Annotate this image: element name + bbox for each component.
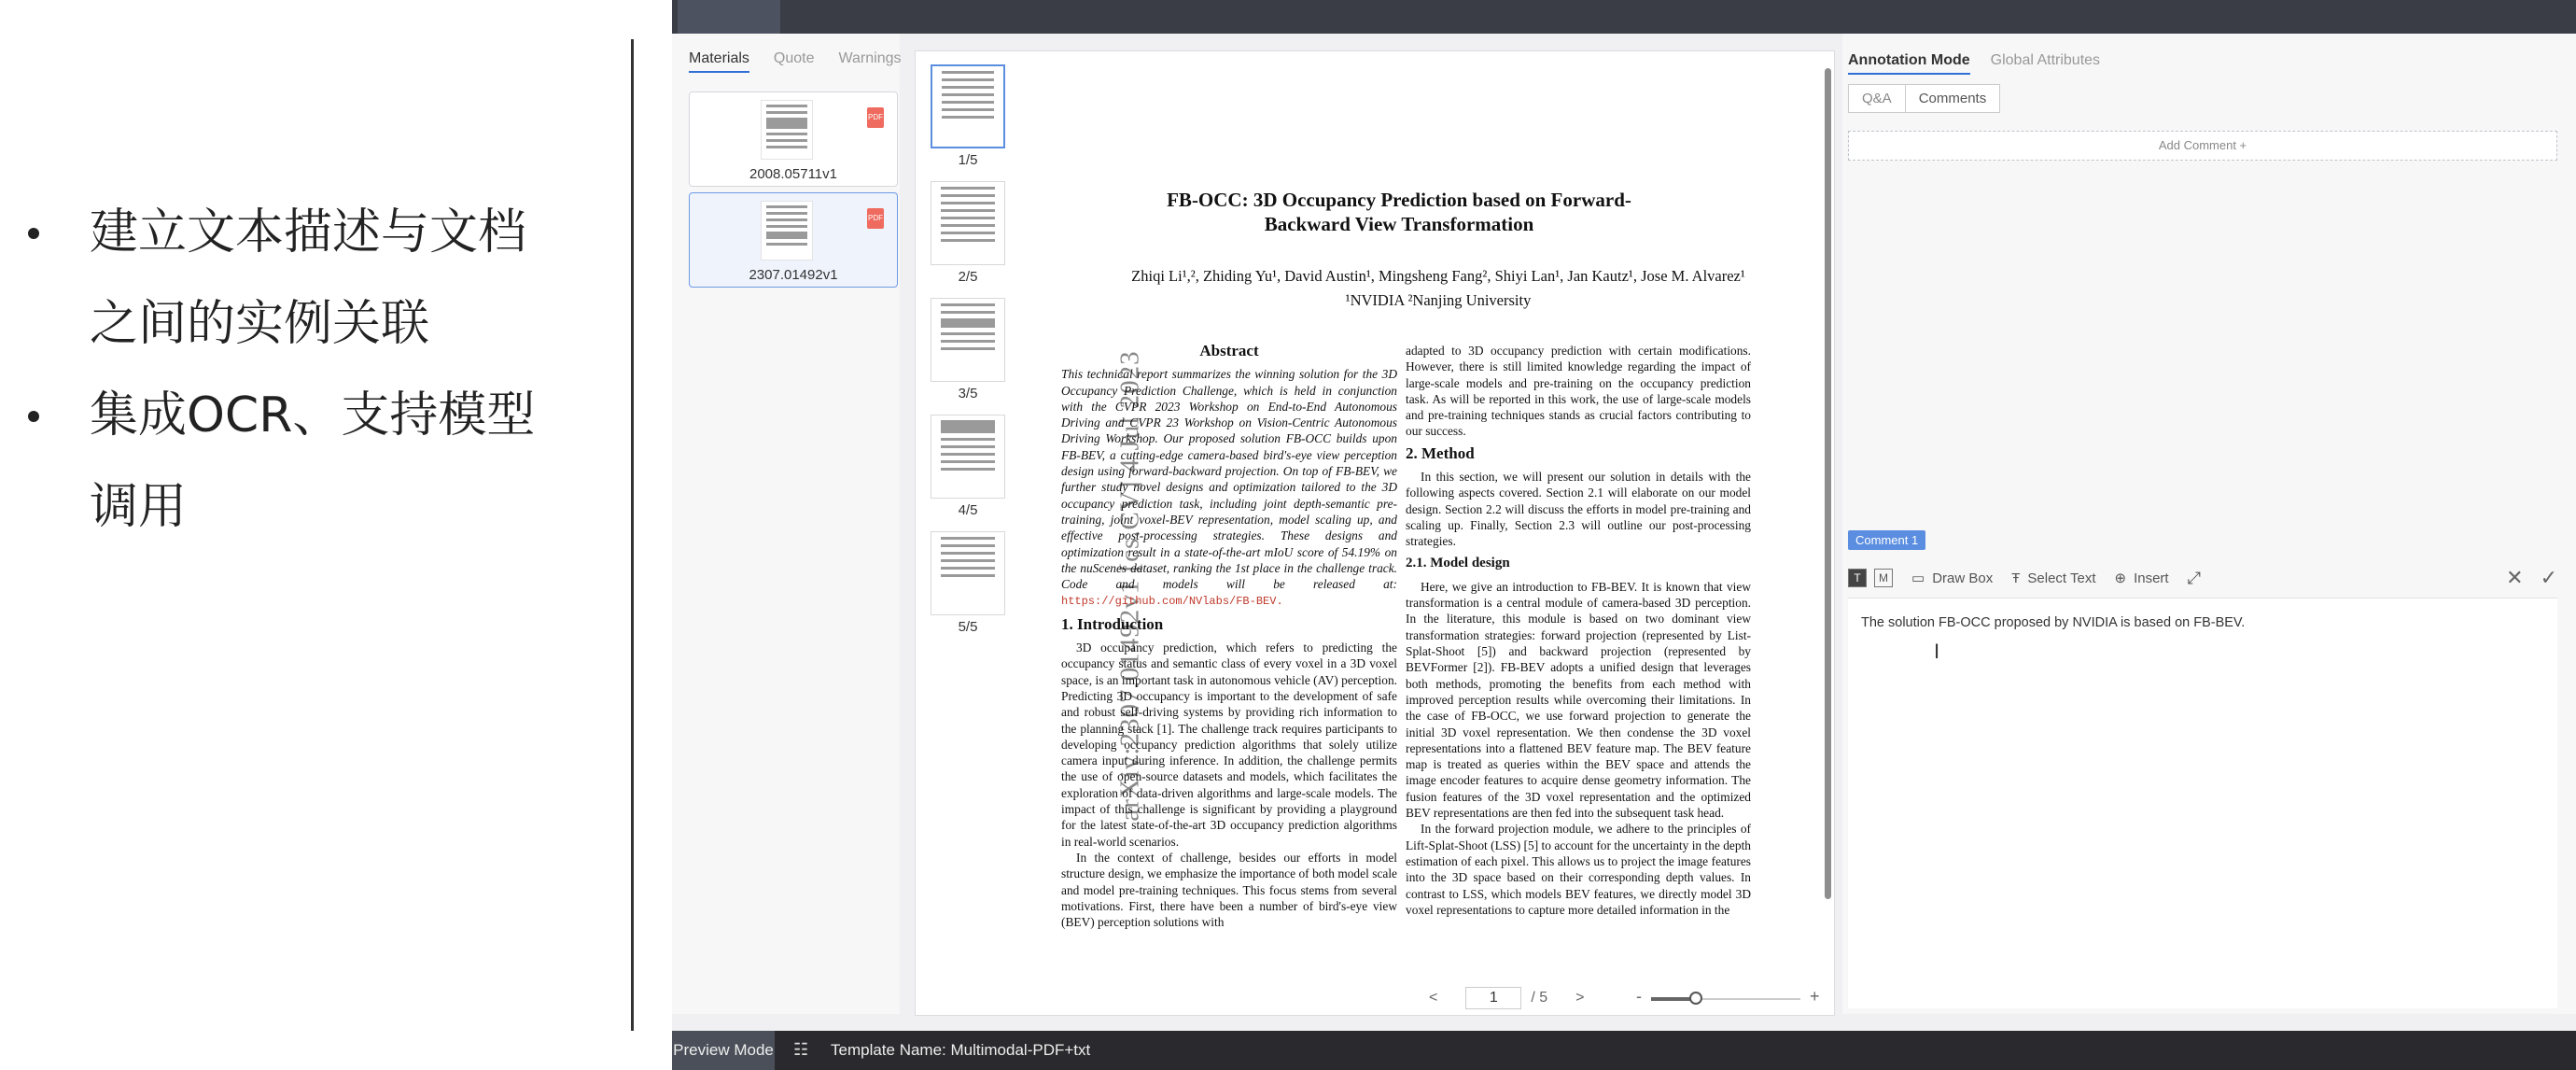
tab-warnings[interactable]: Warnings xyxy=(838,50,902,66)
material-item-selected[interactable] xyxy=(689,192,898,288)
pdf-viewer xyxy=(915,50,1835,1016)
materials-tabs xyxy=(689,50,901,73)
page-thumbnail[interactable] xyxy=(931,415,1005,499)
plus-circle-icon: ⊕ xyxy=(2114,570,2127,586)
bullet-line: 建立文本描述与文档 xyxy=(90,204,527,260)
section-heading: 2. Method xyxy=(1406,443,1475,462)
paper-authors xyxy=(1112,264,1765,313)
draw-box-label: Draw Box xyxy=(1932,570,1994,586)
status-bar xyxy=(672,1031,2576,1070)
presentation-slide xyxy=(0,0,644,1070)
add-comment-button[interactable]: Add Comment + xyxy=(1848,131,2557,161)
template-name: Template Name: Multimodal-PDF+txt xyxy=(831,1041,1091,1059)
material-thumbnail xyxy=(761,201,813,260)
tab-global-attributes[interactable]: Global Attributes xyxy=(1990,52,2101,68)
bullet-item xyxy=(13,187,610,370)
tab-materials[interactable]: Materials xyxy=(689,50,749,73)
page-thumbnail[interactable] xyxy=(931,181,1005,265)
zoom-out-button[interactable]: - xyxy=(1636,987,1642,1006)
section-heading: 1. Introduction xyxy=(1061,614,1164,633)
annotation-panel xyxy=(1842,34,2576,1014)
template-list-icon: ☷ xyxy=(793,1040,809,1059)
preview-mode-button[interactable]: Preview Mode xyxy=(672,1031,775,1070)
prev-page-button[interactable]: < xyxy=(1429,990,1438,1006)
bullet-line: 之间的实例关联 xyxy=(90,296,430,352)
zoom-control xyxy=(1636,987,1823,1009)
page-number-input[interactable]: 1 xyxy=(1465,987,1521,1009)
comment-actions xyxy=(2506,566,2557,590)
subtab-comments[interactable]: Comments xyxy=(1906,84,2001,113)
top-bar-tab[interactable] xyxy=(678,0,780,34)
section-heading: 2.1. Model design xyxy=(1406,555,1510,570)
materials-panel xyxy=(672,34,900,1014)
page-navigator xyxy=(1429,985,1584,1011)
pdf-file-icon: PDF xyxy=(867,208,884,229)
markdown-mode-icon[interactable]: M xyxy=(1874,569,1893,587)
page-thumbnail[interactable] xyxy=(931,531,1005,615)
pdf-file-icon: PDF xyxy=(867,107,884,128)
material-name: 2307.01492v1 xyxy=(749,267,838,283)
paragraph: Here, we give an introduction to FB-BEV. It is known that view transformation is a central module of camera-based 3D perception. In the literature, this module is based on two dominant view transformation strategies: forward projection (represented by List-Splat-Shoot [5]) and backward projection (represented by BEVFormer [2]). FB-BEV adopts a unified design that leverages both methods, promoting the benefits from each method with improved perception results while overcoming their limitations. In the case of FB-OCC, we use forward projection to generate the initial 3D voxel representation. We then condense the 3D voxel representations into a flattened BEV feature map. The BEV feature map is treated as queries within the BEV space and attends the image encoder features to acquire dense geometry information. The fusion features of the 3D voxel representation and the optimized BEV representations are then fed into the subsequent task head. xyxy=(1406,579,1751,821)
bullet-line: 集成OCR、支持模型 xyxy=(90,387,536,443)
zoom-slider-handle[interactable] xyxy=(1689,992,1702,1005)
select-text-button[interactable] xyxy=(2011,570,2095,586)
bullet-line: 调用 xyxy=(90,479,188,535)
bullet-dot-icon xyxy=(28,411,39,422)
comment-badge: Comment 1 xyxy=(1848,530,1925,550)
paragraph: In the context of challenge, besides our efforts in model structure design, we emphasize the importance of both model scale and model pre-training techniques. This focus stems from several motivations. First, there have been a number of bird's-eye view (BEV) perception solutions with xyxy=(1061,850,1397,930)
material-thumbnail xyxy=(761,100,813,160)
paragraph: In this section, we will present our solution in details with the following aspects covered. Section 2.1 will elaborate on our model design. Section 2.2 will discuss the efforts in model pre-training and scaling up. Finally, Section 2.3 will outline our post-processing strategies. xyxy=(1406,470,1751,549)
confirm-check-icon[interactable]: ✓ xyxy=(2540,566,2557,589)
pdf-page xyxy=(1028,51,1812,976)
annotation-tabs xyxy=(1848,52,2100,75)
bullet-list xyxy=(13,187,610,553)
arxiv-stamp: arXiv:2307.01492v1 [cs.CV] 4 Jul 2023 xyxy=(1114,350,1145,822)
comment-toolbar xyxy=(1848,564,2557,592)
bullet-item xyxy=(13,370,610,553)
select-text-label: Select Text xyxy=(2027,570,2096,586)
code-link[interactable]: https://github.com/NVlabs/FB-BEV. xyxy=(1061,595,1283,609)
page-thumbnail-label: 3/5 xyxy=(958,386,978,401)
draw-box-button[interactable] xyxy=(1911,570,1993,586)
page-total: / 5 xyxy=(1531,990,1548,1006)
abstract-text: This technical report summarizes the winning solution for the 3D Occupancy Prediction Challenge, which is held in conjunction with the CVPR 2023 Workshop on End-to-End Autonomous Driving and CVPR 23 Workshop on Vision-Centric Autonomous Driving Workshop. Our proposed solution FB-OCC builds upon FB-BEV, a cutting-edge camera-based bird's-eye view perception design using forward-backward projection. On top of FB-BEV, we further study novel designs and optimization tailored to the 3D occupancy prediction task, including joint depth-semantic pre-training, joint voxel-BEV representation, model scaling up, and effective post-processing strategies. These designs and optimization result in a state-of-the-art mIoU score of 54.19% on the nuScenes dataset, ranking the 1st place in the challenge track. Code and models will be released at: https://github.com/NVlabs/FB-BEV. xyxy=(1061,367,1397,609)
box-icon: ▭ xyxy=(1911,570,1925,586)
tab-annotation-mode[interactable]: Annotation Mode xyxy=(1848,52,1970,75)
paragraph: adapted to 3D occupancy prediction with certain modifications. However, there is still limited knowledge regarding the impact of large-scale models and pre-training on the occupancy prediction task. As will be reported in this work, the use of large-scale models and pre-training techniques stands as crucial factors contributing to our success. xyxy=(1406,344,1751,439)
comment-text[interactable]: The solution FB-OCC proposed by NVIDIA is based on FB-BEV. xyxy=(1861,615,2246,630)
right-column xyxy=(1406,343,1751,918)
text-cursor-icon: I xyxy=(1934,640,1940,663)
paragraph: 3D occupancy prediction, which refers to predicting the occupancy status and semantic class of every voxel in a 3D voxel space, is an important task in autonomous vehicle (AV) perception. Predicting 3D occupancy is important to the development of safe and robust self-driving systems by providing rich information to the planning stack [1]. The challenge track requires participants to developing occupancy prediction algorithms that solely utilize camera input during inference. In addition, the challenge permits the use of open-source datasets and models, which facilitates the exploration of data-driven algorithms and large-scale models. The impact of this challenge is significant by providing a playground for the latest state-of-the-art 3D occupancy prediction algorithms in real-world scenarios. xyxy=(1061,641,1397,849)
top-bar xyxy=(672,0,2576,34)
annotation-app xyxy=(672,0,2576,1070)
text-select-icon: Ŧ xyxy=(2011,570,2021,586)
viewer-scrollbar-thumb[interactable] xyxy=(1825,68,1831,899)
affiliations: ¹NVIDIA ²Nanjing University xyxy=(1345,291,1532,309)
page-thumbnail-label: 4/5 xyxy=(958,502,978,518)
paper-title: FB-OCC: 3D Occupancy Prediction based on Forward-Backward View Transformation xyxy=(1167,189,1631,235)
page-thumbnail-label: 2/5 xyxy=(958,269,978,285)
next-page-button[interactable]: > xyxy=(1575,990,1585,1006)
page-thumbnail[interactable] xyxy=(931,64,1005,148)
insert-label: Insert xyxy=(2134,570,2169,586)
close-icon[interactable]: ✕ xyxy=(2506,566,2524,589)
page-thumbnail-label: 1/5 xyxy=(958,152,978,168)
slide-divider xyxy=(631,39,634,1031)
material-item[interactable] xyxy=(689,92,898,187)
zoom-in-button[interactable]: + xyxy=(1810,987,1820,1006)
left-column xyxy=(1061,343,1397,930)
comment-editor[interactable] xyxy=(1848,598,2557,1008)
page-thumbnail[interactable] xyxy=(931,298,1005,382)
page-thumbnail-label: 5/5 xyxy=(958,619,978,635)
annotation-subtabs xyxy=(1848,84,2000,113)
author-list: Zhiqi Li¹,², Zhiding Yu¹, David Austin¹, Mingsheng Fang², Shiyi Lan¹, Jan Kautz¹, Jose M. Alvarez¹ xyxy=(1131,267,1745,285)
paragraph: In the forward projection module, we adhere to the principles of Lift-Splat-Shoot (LSS) [5] to account for the uncertainty in the depth estimation of each pixel. This allows us to project the image features into the 3D space based on their corresponding depth values. In contrast to LSS, which models BEV features, we directly model 3D voxel representations to capture more detailed information in the xyxy=(1406,822,1751,917)
bullet-dot-icon xyxy=(28,228,39,239)
subtab-qa[interactable]: Q&A xyxy=(1848,84,1906,113)
format-toggle-group xyxy=(1848,569,1893,587)
abstract-heading: Abstract xyxy=(1199,342,1259,359)
expand-icon[interactable]: ⤢ xyxy=(2187,568,2201,587)
insert-button[interactable] xyxy=(2115,570,2169,586)
material-name: 2008.05711v1 xyxy=(749,166,837,182)
tab-quote[interactable]: Quote xyxy=(773,50,815,66)
text-mode-icon[interactable]: T xyxy=(1848,569,1867,587)
